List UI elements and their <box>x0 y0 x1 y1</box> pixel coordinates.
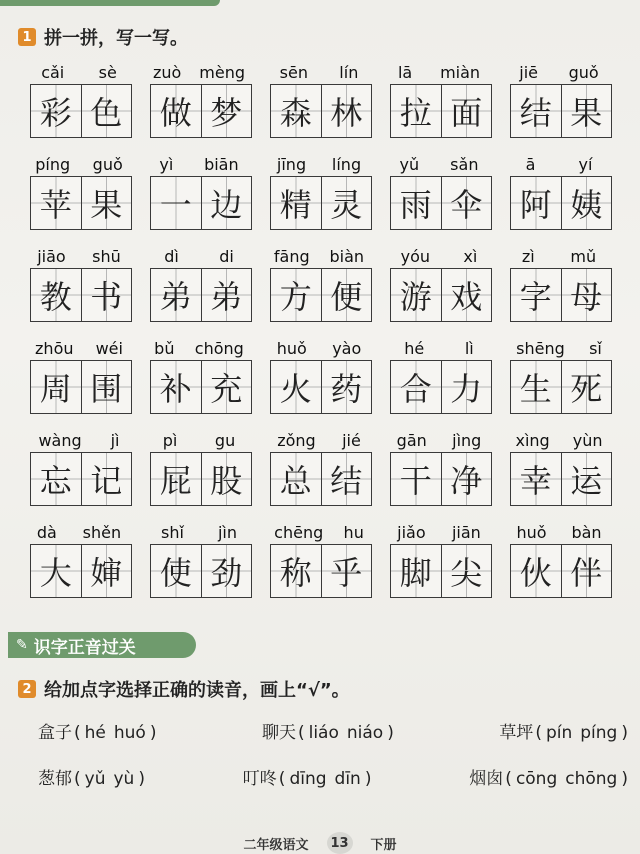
tianzige-box <box>390 360 492 414</box>
word-row <box>24 150 614 230</box>
paren-close: ) <box>149 723 157 743</box>
pinyin-syllable: pì <box>162 431 178 450</box>
pinyin-syllable: guǒ <box>92 155 123 174</box>
pinyin-label <box>144 426 254 450</box>
pinyin-label <box>144 150 254 174</box>
pinyin-syllable: jì <box>110 431 120 450</box>
pinyin-syllable: dà <box>36 523 57 542</box>
pinyin-syllable: jié <box>342 431 361 450</box>
pinyin-label <box>384 426 494 450</box>
tianzige-box <box>30 268 132 322</box>
target-word: 盒子 <box>38 723 72 743</box>
pinyin-syllable: guǒ <box>568 63 599 82</box>
pinyin-label <box>24 518 134 542</box>
tianzige-box <box>510 268 612 322</box>
word-row <box>24 426 614 506</box>
pinyin-option[interactable]: chōng <box>565 769 618 789</box>
pinyin-label <box>24 58 134 82</box>
target-word: 烟囱 <box>469 769 504 789</box>
tianzige-box <box>30 360 132 414</box>
pinyin-syllable: huǒ <box>276 339 307 358</box>
tianzige-box <box>150 360 252 414</box>
pinyin-label <box>144 242 254 266</box>
written-character: 围 <box>82 361 132 413</box>
section-band-decor <box>0 0 220 6</box>
word-item <box>384 334 494 414</box>
word-item <box>264 334 374 414</box>
written-character: 伴 <box>562 545 612 597</box>
pinyin-syllable: sēn <box>279 63 308 82</box>
target-word: 葱郁 <box>38 769 72 789</box>
pinyin-label <box>264 58 374 82</box>
tianzige-box <box>390 544 492 598</box>
written-character: 补 <box>151 361 202 413</box>
written-character: 方 <box>271 269 322 321</box>
paren-open: ( <box>278 769 286 789</box>
pinyin-label <box>504 334 614 358</box>
written-character: 记 <box>82 453 132 505</box>
word-item <box>24 518 134 598</box>
written-character: 合 <box>391 361 442 413</box>
pinyin-syllable: lì <box>464 339 474 358</box>
question-2-title: 给加点字选择正确的读音，画上“√”。 <box>44 680 350 701</box>
word-item <box>264 58 374 138</box>
pinyin-syllable: ā <box>525 155 536 174</box>
pinyin-syllable: shū <box>92 247 121 266</box>
page-footer <box>0 832 640 854</box>
pinyin-option[interactable]: yù <box>113 769 135 789</box>
pinyin-option[interactable]: cōng <box>515 769 558 789</box>
pinyin-syllable: huǒ <box>516 523 547 542</box>
pencil-icon: ✎ <box>16 637 28 653</box>
pinyin-option[interactable]: yǔ <box>84 769 106 789</box>
paren-open: ( <box>297 723 305 743</box>
paren-open: ( <box>74 723 81 743</box>
pinyin-syllable: jiǎo <box>397 523 426 542</box>
pinyin-syllable: biàn <box>329 247 365 266</box>
pinyin-syllable: sǐ <box>589 339 602 358</box>
written-character: 药 <box>322 361 372 413</box>
target-word: 草坪 <box>499 723 534 743</box>
paren-close: ) <box>387 723 394 743</box>
tianzige-box <box>510 360 612 414</box>
tianzige-box <box>150 176 252 230</box>
word-item <box>504 426 614 506</box>
pinyin-option[interactable]: hé <box>84 723 106 743</box>
pinyin-label <box>504 58 614 82</box>
pinyin-syllable: mǔ <box>570 247 597 266</box>
pinyin-syllable: zhōu <box>35 339 74 358</box>
tianzige-box <box>150 544 252 598</box>
pinyin-label <box>384 58 494 82</box>
written-character: 称 <box>271 545 322 597</box>
pinyin-label <box>24 242 134 266</box>
written-character: 乎 <box>322 545 372 597</box>
written-character: 总 <box>271 453 322 505</box>
pinyin-option[interactable]: pín <box>545 723 573 743</box>
target-word: 叮咚 <box>242 769 277 789</box>
tianzige-box <box>150 268 252 322</box>
word-item <box>504 58 614 138</box>
pinyin-syllable: gu <box>214 431 236 450</box>
word-item <box>384 242 494 322</box>
written-character: 母 <box>562 269 612 321</box>
pinyin-label <box>264 518 374 542</box>
tianzige-box <box>510 176 612 230</box>
written-character: 尖 <box>442 545 492 597</box>
written-character: 雨 <box>391 177 442 229</box>
word-item <box>144 242 254 322</box>
pinyin-syllable: mèng <box>199 63 246 82</box>
pinyin-label <box>384 242 494 266</box>
pinyin-syllable: fāng <box>273 247 310 266</box>
written-character: 便 <box>322 269 372 321</box>
written-character: 生 <box>511 361 562 413</box>
pinyin-syllable: chēng <box>274 523 324 542</box>
written-character: 幸 <box>511 453 562 505</box>
tianzige-box <box>30 452 132 506</box>
word-item <box>144 518 254 598</box>
pinyin-syllable: sǎn <box>450 155 479 174</box>
pinyin-syllable: yào <box>332 339 362 358</box>
tianzige-box <box>270 176 372 230</box>
written-character: 大 <box>31 545 82 597</box>
word-item <box>384 518 494 598</box>
pinyin-syllable: miàn <box>440 63 481 82</box>
page-number: 13 <box>327 832 353 854</box>
word-row <box>24 518 614 598</box>
pinyin-syllable: yí <box>578 155 593 174</box>
written-character: 彩 <box>31 85 82 137</box>
tianzige-box <box>30 84 132 138</box>
pinyin-syllable: wéi <box>95 339 123 358</box>
pinyin-syllable: hé <box>404 339 425 358</box>
tianzige-box <box>30 544 132 598</box>
book-volume: 下册 <box>370 837 397 853</box>
pinyin-syllable: xìng <box>515 431 550 450</box>
written-character: 苹 <box>31 177 82 229</box>
written-character: 充 <box>202 361 252 413</box>
word-item <box>24 150 134 230</box>
word-row <box>24 242 614 322</box>
pinyin-writing-grid <box>24 58 614 610</box>
written-character: 忘 <box>31 453 82 505</box>
paren-close: ) <box>138 769 145 789</box>
written-character: 教 <box>31 269 82 321</box>
written-character: 劲 <box>202 545 252 597</box>
written-character: 周 <box>31 361 82 413</box>
pinyin-label <box>264 426 374 450</box>
paren-open: ( <box>535 723 542 743</box>
written-character: 弟 <box>202 269 252 321</box>
pinyin-syllable: dì <box>164 247 179 266</box>
pinyin-label <box>144 518 254 542</box>
word-item <box>264 150 374 230</box>
written-character: 脚 <box>391 545 442 597</box>
paren-open: ( <box>505 769 512 789</box>
pinyin-syllable: lín <box>339 63 359 82</box>
question-1-title: 拼一拼，写一写。 <box>44 28 188 49</box>
tianzige-box <box>390 176 492 230</box>
pinyin-syllable: bǔ <box>154 339 175 358</box>
section-header-bar <box>8 632 196 658</box>
written-character: 字 <box>511 269 562 321</box>
pinyin-label <box>24 334 134 358</box>
written-character: 干 <box>391 453 442 505</box>
pinyin-option[interactable]: niáo <box>346 723 384 743</box>
pinyin-syllable: zuò <box>152 63 182 82</box>
word-item <box>504 242 614 322</box>
pinyin-label <box>384 518 494 542</box>
word-item <box>24 58 134 138</box>
target-word: 聊天 <box>261 723 296 743</box>
word-item <box>264 426 374 506</box>
written-character: 使 <box>151 545 202 597</box>
pinyin-syllable: líng <box>331 155 362 174</box>
written-character: 婶 <box>82 545 132 597</box>
pinyin-syllable: lā <box>397 63 413 82</box>
pinyin-syllable: jiāo <box>37 247 66 266</box>
word-item <box>24 334 134 414</box>
reading-choice-item <box>262 718 394 743</box>
written-character: 书 <box>82 269 132 321</box>
pinyin-label <box>504 426 614 450</box>
tianzige-box <box>510 84 612 138</box>
written-character: 火 <box>271 361 322 413</box>
paren-close: ) <box>364 769 372 789</box>
pinyin-syllable: biān <box>204 155 239 174</box>
pinyin-label <box>264 150 374 174</box>
word-item <box>384 150 494 230</box>
written-character: 做 <box>151 85 202 137</box>
book-title: 二年级语文 <box>243 837 309 853</box>
pinyin-syllable: jìn <box>217 523 237 542</box>
paren-close: ) <box>621 723 628 743</box>
pinyin-label <box>144 334 254 358</box>
written-character: 林 <box>322 85 372 137</box>
pinyin-syllable: jiē <box>519 63 539 82</box>
word-item <box>144 150 254 230</box>
reading-choice-row <box>38 764 628 789</box>
written-character: 拉 <box>391 85 442 137</box>
written-character: 结 <box>511 85 562 137</box>
pinyin-syllable: xì <box>463 247 478 266</box>
pinyin-label <box>24 150 134 174</box>
written-character: 屁 <box>151 453 202 505</box>
tianzige-box <box>150 84 252 138</box>
section-title: 识字正音过关 <box>33 637 136 658</box>
pinyin-option[interactable]: píng <box>580 723 618 743</box>
word-item <box>504 334 614 414</box>
written-character: 运 <box>562 453 612 505</box>
pinyin-syllable: chōng <box>194 339 244 358</box>
written-character: 姨 <box>562 177 612 229</box>
written-character: 净 <box>442 453 492 505</box>
tianzige-box <box>270 452 372 506</box>
pinyin-label <box>144 58 254 82</box>
written-character: 森 <box>271 85 322 137</box>
pinyin-syllable: yǔ <box>399 155 420 174</box>
word-item <box>24 426 134 506</box>
question-2-heading <box>18 676 350 702</box>
pinyin-syllable: bàn <box>571 523 602 542</box>
pinyin-label <box>264 334 374 358</box>
pinyin-syllable: shěn <box>82 523 122 542</box>
written-character: 力 <box>442 361 492 413</box>
tianzige-box <box>270 360 372 414</box>
tianzige-box <box>30 176 132 230</box>
tianzige-box <box>150 452 252 506</box>
tianzige-box <box>270 84 372 138</box>
pinyin-syllable: cǎi <box>41 63 65 82</box>
question-number-badge: 1 <box>18 28 36 46</box>
pinyin-syllable: zì <box>521 247 535 266</box>
word-row <box>24 58 614 138</box>
reading-choice-row <box>38 718 628 743</box>
word-item <box>264 518 374 598</box>
written-character: 梦 <box>202 85 252 137</box>
tianzige-box <box>510 452 612 506</box>
reading-choice-item <box>38 718 156 743</box>
word-item <box>504 150 614 230</box>
pinyin-syllable: jiān <box>451 523 481 542</box>
pinyin-option[interactable]: dīn <box>334 769 361 789</box>
written-character: 伙 <box>511 545 562 597</box>
paren-open: ( <box>74 769 81 789</box>
word-row <box>24 334 614 414</box>
word-item <box>504 518 614 598</box>
tianzige-box <box>270 544 372 598</box>
word-item <box>24 242 134 322</box>
pinyin-label <box>24 426 134 450</box>
written-character: 一 <box>151 177 202 229</box>
written-character: 阿 <box>511 177 562 229</box>
tianzige-box <box>390 84 492 138</box>
tianzige-box <box>390 452 492 506</box>
pinyin-syllable: zǒng <box>277 431 316 450</box>
pinyin-syllable: shǐ <box>161 523 184 542</box>
written-character: 精 <box>271 177 322 229</box>
pinyin-label <box>504 518 614 542</box>
pinyin-label <box>384 150 494 174</box>
written-character: 灵 <box>322 177 372 229</box>
written-character: 股 <box>202 453 252 505</box>
question-1-heading <box>18 24 188 50</box>
written-character: 结 <box>322 453 372 505</box>
pinyin-syllable: gān <box>396 431 427 450</box>
reading-choice-item <box>469 764 628 789</box>
written-character: 边 <box>202 177 252 229</box>
pinyin-syllable: jīng <box>276 155 307 174</box>
tianzige-box <box>390 268 492 322</box>
pinyin-label <box>264 242 374 266</box>
reading-choice-item <box>243 764 372 789</box>
pinyin-syllable: hu <box>343 523 364 542</box>
pinyin-syllable: yóu <box>400 247 431 266</box>
pinyin-syllable: sè <box>98 63 117 82</box>
written-character: 面 <box>442 85 492 137</box>
question-number-badge: 2 <box>18 680 36 698</box>
pinyin-syllable: di <box>219 247 234 266</box>
pinyin-option[interactable]: liáo <box>308 723 339 743</box>
written-character: 游 <box>391 269 442 321</box>
pinyin-syllable: jìng <box>452 431 482 450</box>
word-item <box>384 426 494 506</box>
written-character: 果 <box>82 177 132 229</box>
pinyin-option[interactable]: dīng <box>289 769 327 789</box>
written-character: 戏 <box>442 269 492 321</box>
written-character: 死 <box>562 361 612 413</box>
reading-choice-item <box>38 764 145 789</box>
pinyin-label <box>504 242 614 266</box>
reading-choice-item <box>499 718 628 743</box>
written-character: 弟 <box>151 269 202 321</box>
pinyin-syllable: yì <box>159 155 174 174</box>
pinyin-syllable: píng <box>35 155 71 174</box>
tianzige-box <box>270 268 372 322</box>
written-character: 色 <box>82 85 132 137</box>
word-item <box>144 58 254 138</box>
written-character: 伞 <box>442 177 492 229</box>
written-character: 果 <box>562 85 612 137</box>
word-item <box>264 242 374 322</box>
tianzige-box <box>510 544 612 598</box>
pinyin-label <box>504 150 614 174</box>
word-item <box>144 426 254 506</box>
pinyin-syllable: shēng <box>516 339 565 358</box>
pinyin-option[interactable]: huó <box>113 723 146 743</box>
pinyin-syllable: wàng <box>38 431 82 450</box>
pinyin-syllable: yùn <box>572 431 603 450</box>
word-item <box>384 58 494 138</box>
word-item <box>144 334 254 414</box>
paren-close: ) <box>621 769 628 789</box>
pinyin-label <box>384 334 494 358</box>
